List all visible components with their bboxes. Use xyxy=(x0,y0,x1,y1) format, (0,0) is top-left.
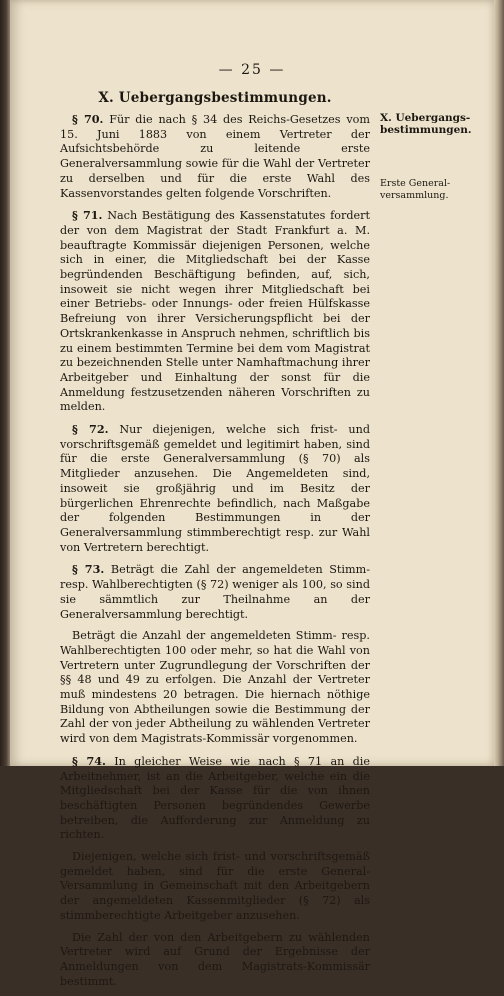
section-mark: § 70. xyxy=(72,112,104,126)
text-column xyxy=(60,90,370,996)
margin-note-transition: X. Uebergangsbestimmungen. xyxy=(380,112,472,136)
section-heading: X. Uebergangsbestimmungen. xyxy=(98,90,332,106)
paragraph-text: Diejenigen, welche sich frist- und vorschriftsgemäß gemeldet haben, sind für die erste General-Versammlung in Gemeinschaft mit den Arbeitgebern der angemeldeten Kassenmitglieder (§ 72) als stimmberechtigte Arbeitgeber anzusehen. xyxy=(60,850,370,922)
section-mark: § 71. xyxy=(72,208,103,223)
paragraph-text: Beträgt die Zahl der angemeldeten Stimm- resp. Wahlberechtigten (§ 72) weniger als 100, so sind sie sämmtlich zur Theilnahme an der Generalversammlung berechtigt. xyxy=(60,563,370,621)
book-spine xyxy=(0,0,10,766)
paragraph-73 xyxy=(60,562,370,622)
paragraph-text: Für die nach § 34 des Reichs-Gesetzes vom 15. Juni 1883 von einem Vertreter der Aufsichtsbehörde zu leitende erste Generalversammlung sowie für die Wahl der Vertreter zu derselben und für die erste Wahl des Kassenvorstandes gelten folgende Vorschriften. xyxy=(60,113,370,200)
paragraph-74 xyxy=(60,754,370,843)
paragraph-74-cont-2 xyxy=(60,931,370,990)
book-page xyxy=(10,0,494,988)
paragraph-70 xyxy=(60,112,370,201)
section-mark: § 74. xyxy=(72,753,106,768)
paragraph-text: Die Zahl der von den Arbeitgebern zu wählenden Vertreter wird auf Grund der Ergebnisse der Anmeldungen von dem Magistrats-Kommissär bestimmt. xyxy=(60,930,370,988)
paragraph-74-cont-1 xyxy=(60,850,370,924)
paragraph-text: Beträgt die Anzahl der angemeldeten Stimm- resp. Wahlberechtigten 100 oder mehr, so hat die Wahl von Vertretern unter Zugrundlegung der Vorschriften der §§ 48 und 49 zu erfolgen. Die Anzahl der Vertreter muß mindestens 20 betragen. Die hiernach nöthige Bildung von Abtheilungen sowie die Bestimmung der Zahl der von jeder Abtheilung zu wählenden Vertreter wird von dem Magistrats-Kommissär vorgenommen. xyxy=(60,629,370,746)
section-mark: § 72. xyxy=(72,422,109,437)
section-mark: § 73. xyxy=(72,562,105,577)
paragraph-text: Nach Bestätigung des Kassenstatutes fordert der von dem Magistrat der Stadt Frankfurt a. M. beauftragte Kommissär diejenigen Personen, welche sich in einer, die Mitgliedschaft bei der Kasse begründenden Beschäftigung befinden, auf, sich, insoweit sie nicht wegen ihrer Mitgliedschaft bei einer Betriebs- oder Innungs- oder freien Hülfskasse Befreiung von ihrer Versicherungspflicht bei der Ortskrankenkasse in Anspruch nehmen, schriftlich bis zu einem bestimmten Termine bei dem vom Magistrat zu bezeichnenden Stelle unter Namhaftmachung ihrer Arbeitgeber und Einhaltung der sonst für die Anmeldung festzusetzenden näheren Vorschriften zu melden. xyxy=(60,209,370,414)
paragraph-73-cont xyxy=(60,629,370,747)
margin-note-general-assembly: Erste Generalversammlung. xyxy=(380,178,451,201)
paragraph-72 xyxy=(60,422,370,555)
paragraph-text: In gleicher Weise wie nach § 71 an die Arbeitnehmer, ist an die Arbeitgeber, welche ein die Mitgliedschaft bei der Kasse für die von ihnen beschäftigten Personen begründendes Gewerbe betreiben, die Aufforderung zur Anmeldung zu richten. xyxy=(60,754,370,842)
page-edge xyxy=(494,0,504,766)
paragraph-71 xyxy=(60,208,370,415)
paragraph-text: Nur diejenigen, welche sich frist- und vorschriftsgemäß gemeldet und legitimirt haben, sind für die erste Generalversammlung (§ 70) als Mitglieder anzusehen. Die Angemeldeten sind, insoweit sie großjährig und im Besitz der bürgerlichen Ehrenrechte befindlich, nach Maßgabe der folgenden Bestimmungen in der Generalversammlung stimmberechtigt resp. zur Wahl von Vertretern berechtigt. xyxy=(60,423,370,554)
page-number: — 25 — xyxy=(218,62,286,78)
